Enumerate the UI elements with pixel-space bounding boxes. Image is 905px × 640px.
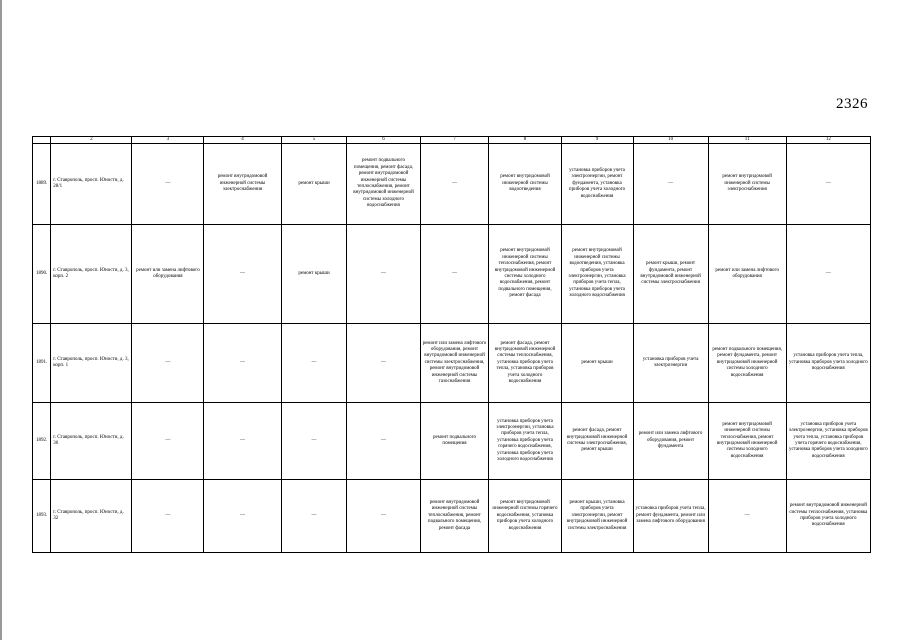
column-header: 3 [132,137,204,144]
column-header: 7 [420,137,489,144]
work-cell: установка приборов учета тепла, установка приборов учета холодного водоснабжения [786,324,870,403]
work-cell: — [786,144,870,225]
table-row [33,324,871,403]
work-cell: ремонт фасада, ремонт внутридомовой инженерной системы электроснабжения, ремонт крыши [561,403,633,480]
work-cell: ремонт или замена лифтового оборудования, ремонт внутридомовой инженерной системы электроснабжения, ремонт внутридомовой инженерной системы газоснабжения [420,324,489,403]
address-cell: г. Ставрополь, просп. Юности, д. 28/1 [51,144,132,225]
table-row [33,225,871,324]
work-cell: установка приборов учета электроэнергии, установка приборов учета тепла, установка приборов учета горячего водоснабжения, установка приборов учета холодного водоснабжения [786,403,870,480]
work-cell: ремонт крыши, ремонт фундамента, ремонт внутридомовой инженерной системы электроснабжения [633,225,708,324]
address-cell: г. Ставрополь, просп. Юности, д. 3, корп. 2 [51,225,132,324]
column-header: 12 [786,137,870,144]
work-cell: — [204,403,281,480]
work-cell: ремонт или замена лифтового оборудования [708,225,786,324]
work-cell: — [132,144,204,225]
header-row [33,137,871,144]
work-cell: — [786,225,870,324]
column-header: 2 [51,137,132,144]
repair-schedule-table [32,136,871,553]
work-cell: ремонт крыши, установка приборов учета электроэнергии, ремонт внутридомовой инженерной системы электроснабжения [561,480,633,553]
work-cell: ремонт фасада, ремонт внутридомовой инженерной системы теплоснабжения, установка приборов учета тепла, установка приборов учета холодного водоснабжения [489,324,561,403]
page-number: 2326 [836,96,868,112]
work-cell: ремонт крыши [561,324,633,403]
table-row [33,144,871,225]
column-header: 10 [633,137,708,144]
work-cell: ремонт внутридомовой инженерной системы водоотведения, установка приборов учета электроэнергии, установка приборов учета тепла, установка приборов учета холодного водоснабжения [561,225,633,324]
work-cell: установка приборов учета электроэнергии, ремонт фундамента, установка приборов учета холодного водоснабжения [561,144,633,225]
table-row [33,403,871,480]
work-cell: — [204,324,281,403]
address-cell: г. Ставрополь, просп. Юности, д. 32 [51,480,132,553]
work-cell: — [420,225,489,324]
column-header: 8 [489,137,561,144]
work-cell: — [281,480,347,553]
work-cell: ремонт крыши [281,144,347,225]
column-header: 6 [347,137,420,144]
work-cell: ремонт внутридомовой инженерной системы теплоснабжения, ремонт внутридомовой инженерной системы холодного водоснабжения, ремонт подвального помещения, ремонт фасада [489,225,561,324]
work-cell: — [708,480,786,553]
work-cell: — [204,225,281,324]
work-cell: — [132,324,204,403]
work-cell: — [132,480,204,553]
column-header: 5 [281,137,347,144]
work-cell: — [204,480,281,553]
work-cell: — [633,144,708,225]
row-number: 1890. [33,225,51,324]
address-cell: г. Ставрополь, просп. Юности, д. 3, корп. 1 [51,324,132,403]
work-cell: установка приборов учета тепла, ремонт фундамента, ремонт или замена лифтового оборудования [633,480,708,553]
work-cell: ремонт или замена лифтового оборудования [132,225,204,324]
work-cell: ремонт внутридомовой инженерной системы теплоснабжения, установка приборов учета холодного водоснабжения [786,480,870,553]
work-cell: — [132,403,204,480]
work-cell: ремонт внутридомовой инженерной системы теплоснабжения, ремонт подвального помещения, ремонт фасада [420,480,489,553]
work-cell: установка приборов учета электроэнергии, установка приборов учета тепла, установка приборов учета горячего водоснабжения, установка приборов учета холодного водоснабжения [489,403,561,480]
work-cell: — [281,324,347,403]
work-cell: ремонт внутридомовой инженерной системы электроснабжения [204,144,281,225]
row-number: 1889. [33,144,51,225]
work-cell: ремонт внутридомовой инженерной системы горячего водоснабжения, установка приборов учета холодного водоснабжения [489,480,561,553]
column-header: 11 [708,137,786,144]
row-number: 1891. [33,324,51,403]
table-row [33,480,871,553]
row-number: 1892. [33,403,51,480]
work-cell: ремонт подвального помещения [420,403,489,480]
work-cell: — [420,144,489,225]
column-header [33,137,51,144]
work-cell: установка приборов учета электроэнергии [633,324,708,403]
work-cell: — [347,324,420,403]
work-cell: ремонт внутридомовой инженерной системы электроснабжения [708,144,786,225]
work-cell: ремонт крыши [281,225,347,324]
work-cell: ремонт или замена лифтового оборудования, ремонт фундамента [633,403,708,480]
scan-left-edge [0,0,2,640]
address-cell: г. Ставрополь, просп. Юности, д. 36 [51,403,132,480]
work-cell: — [347,403,420,480]
row-number: 1893. [33,480,51,553]
work-cell: — [347,225,420,324]
column-header: 4 [204,137,281,144]
work-cell: ремонт подвального помещения, ремонт фасада, ремонт внутридомовой инженерной системы теплоснабжения, ремонт внутридомовой инженерной системы холодного водоснабжения [347,144,420,225]
work-cell: ремонт внутридомовой инженерной системы водоотведения [489,144,561,225]
work-cell: ремонт подвального помещения, ремонт фундамента, ремонт внутридомовой инженерной системы холодного водоснабжения [708,324,786,403]
work-cell: — [281,403,347,480]
work-cell: — [347,480,420,553]
column-header: 9 [561,137,633,144]
work-cell: ремонт внутридомовой инженерной системы теплоснабжения, ремонт внутридомовой инженерной системы холодного водоснабжения [708,403,786,480]
